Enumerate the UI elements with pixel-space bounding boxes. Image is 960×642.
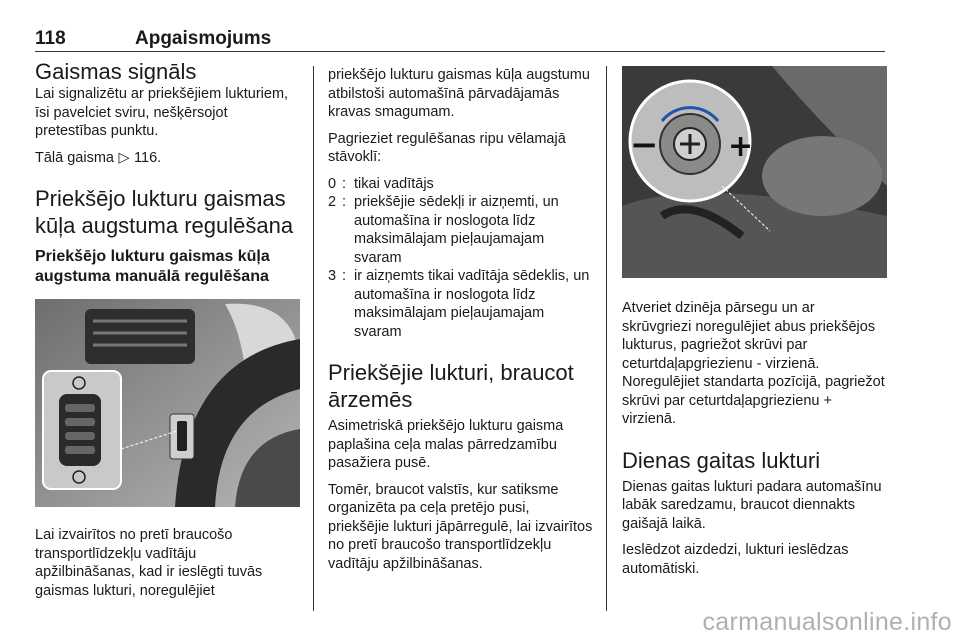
- dial-position-list: [328, 175, 593, 342]
- list-item: 2 : priekšējie sēdekļi ir aizņemti, un automašīna ir noslogota līdz maksimālajam pieļaujamajam svaram: [328, 194, 559, 266]
- column-3: [622, 66, 887, 578]
- para-asymmetric: Asimetriskā priekšējo lukturu gaisma paplašina ceļa malas pārredzamību pasažiera pusē.: [328, 418, 564, 471]
- page-ref-arrow-icon[interactable]: ▷: [118, 149, 130, 166]
- para-avoid-dazzle: Lai izvairītos no pretī braucošo transportlīdzekļu vadītāju apžilbināšanas, kad ir ieslēgti tuvās gaismas lukturi, noregulējiet: [35, 527, 263, 599]
- column-1: [35, 58, 300, 600]
- para-drl: Dienas gaitas lukturi padara automašīnu labāk saredzamu, braucot diennakts gaišajā laikā.: [622, 478, 882, 532]
- column-divider-1: [313, 66, 314, 611]
- column-divider-2: [606, 66, 607, 611]
- air-vent-icon: [85, 309, 195, 364]
- list-item: 0 : tikai vadītājs: [328, 175, 434, 192]
- plus-sign-icon: +: [728, 129, 754, 164]
- column-2: [328, 66, 593, 573]
- ref-text: Tālā gaisma: [35, 149, 119, 166]
- heading-headlight-flash: Gaismas signāls: [35, 59, 197, 84]
- heading-driving-abroad: Priekšējie lukturi, braucot ārzemēs: [328, 360, 574, 412]
- para-headlight-flash: Lai signalizētu ar priekšējiem lukturiem, īsi pavelciet sviru, nešķērsojot pretestības punktu.: [35, 86, 289, 139]
- dashboard-dial-figure: [35, 299, 300, 507]
- para-high-beam-ref: [35, 149, 300, 168]
- para-open-bonnet: Atveriet dzinēja pārsegu un ar skrūvgriezi noregulējiet abus priekšējos lukturus, pagriežot skrūvi par ceturtdaļapgriezienu - virzienā. Noregulējiet standarta pozīcijā, pagriežot skrūvi par ceturtdaļapgriezienu + virzienā.: [622, 300, 885, 427]
- page-number: 118: [35, 28, 66, 49]
- watermark: carmanualsonline.info: [702, 608, 952, 636]
- list-item: 3 : ir aizņemts tikai vadītāja sēdeklis, un automašīna ir noslogota līdz maksimālajam pieļaujamajam svaram: [328, 268, 590, 340]
- ref-page-link[interactable]: 116.: [130, 149, 162, 166]
- chapter-title: Apgaismojums: [135, 28, 272, 49]
- minus-sign-icon: −: [630, 125, 659, 165]
- para-load-weight: priekšējo lukturu gaismas kūļa augstumu atbilstoši automašīnā pārvadājamās kravas smagumam.: [328, 67, 590, 120]
- para-turn-dial: Pagrieziet regulēšanas ripu vēlamajā stāvoklī:: [328, 130, 566, 165]
- para-countries: Tomēr, braucot valstīs, kur satiksme organizēta pa ceļa pretējo pusi, priekšējie lukturi jāpārregulē, lai izvairītos no pretī braucošo transportlīdzekļu vadītāju apžilbināšanas.: [328, 481, 593, 572]
- engine-bay-figure: [622, 66, 887, 278]
- heading-daytime-lights: Dienas gaitas lukturi: [622, 447, 821, 473]
- heading-manual-range: Priekšējo lukturu gaismas kūļa augstuma manuālā regulēšana: [35, 248, 270, 285]
- page-header: [35, 28, 885, 52]
- para-ignition: Ieslēdzot aizdedzi, lukturi ieslēdzas automātiski.: [622, 542, 849, 577]
- heading-headlight-range: Priekšējo lukturu gaismas kūļa augstuma regulēšana: [35, 186, 294, 238]
